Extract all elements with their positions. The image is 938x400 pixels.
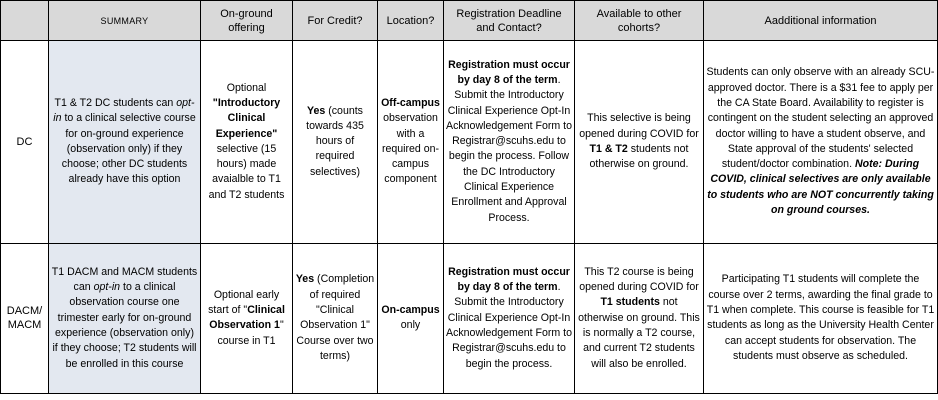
on-ground-cell (201, 41, 293, 244)
on-ground-cell (201, 243, 293, 393)
header-row (1, 1, 938, 41)
available-text: This T2 course is being opened during COVID for (579, 265, 699, 294)
on-ground-text: Optional (226, 81, 267, 94)
additional-cell (704, 41, 938, 244)
header-summary: SUMMARY (49, 1, 201, 41)
header-available: Available to other cohorts? (575, 1, 704, 41)
summary-cell (49, 41, 201, 244)
row-label: DACM/ MACM (1, 243, 49, 393)
registration-cell (444, 41, 575, 244)
additional-cell (704, 243, 938, 393)
registration-deadline: Registration must occur by day 8 of the term (448, 265, 570, 294)
summary-text: to a clinical observation course one trimester early for on-ground experience (observation only) if they choose; T2 students will be enrolled in this course (52, 281, 197, 370)
table-row-dacm-macm (1, 243, 938, 393)
available-text: not otherwise on ground. This is normally a T2 course, and current T2 students will also be enrolled. (578, 296, 700, 370)
credit-answer: Yes (295, 273, 315, 286)
credit-detail: (Completion of required "Clinical Observation 1" Course over two terms) (296, 273, 375, 362)
course-name: "Introductory Clinical Experience" (212, 96, 281, 140)
header-blank (1, 1, 49, 41)
location-answer: On-campus (381, 304, 440, 316)
on-ground-text: Optional early start of " (208, 288, 280, 316)
header-location: Location? (378, 1, 444, 41)
additional-text: Students can only observe with an already SCU-approved doctor. There is a $31 fee to apply per the CA State Board. Availability to register is contingent on the student selecting an approved doctor willing to have a student observe, and State approval of the students' selected student/doctor combination. (706, 66, 935, 171)
registration-cell (444, 243, 575, 393)
summary-text: T1 DACM and MACM students can (51, 265, 198, 294)
opt-in-text: opt-in (53, 96, 195, 125)
additional-text: Participating T1 students will complete the course over 2 terms, awarding the final grade to T1 when complete. This course is feasible for T1 students as long as the University Health Center can accept students for observation. The students must observe as scheduled. (706, 273, 935, 362)
available-cell (575, 41, 704, 244)
location-answer: Off-campus (381, 96, 440, 109)
on-ground-text: " course in T1 (217, 319, 284, 347)
summary-text: T1 & T2 DC students can (54, 96, 177, 109)
registration-deadline: Registration must occur by day 8 of the term (448, 58, 570, 86)
covid-note: Note: During COVID, clinical selectives are only available to students who are NOT concurrently taking on ground courses. (707, 158, 934, 217)
summary-text: to a clinical selective course for on-ground experience (observation only) if they choose; other DC students already have this option (61, 112, 196, 186)
available-text: students not otherwise on ground. (589, 142, 689, 171)
location-cell (378, 41, 444, 244)
available-cell (575, 243, 704, 393)
summary-cell (49, 243, 201, 393)
registration-detail: . Submit the Introductory Clinical Experience Opt-In Acknowledgement Form to Registrar@scuhs.edu to begin the process. (446, 281, 573, 370)
cohort-name: T1 & T2 (589, 142, 628, 155)
header-on-ground: On-ground offering (201, 1, 293, 41)
available-text: This selective is being opened during COVID for (579, 112, 699, 140)
row-label: DC (1, 41, 49, 244)
header-registration: Registration Deadline and Contact? (444, 1, 575, 41)
registration-detail: . Submit the Introductory Clinical Experience Opt-In Acknowledgement Form to Registrar@scuhs.edu to begin the process. Follow the DC Introductory Clinical Experience Enrollment and Approval Process. (446, 74, 573, 224)
location-detail: only (400, 319, 421, 332)
for-credit-cell (293, 243, 378, 393)
location-cell (378, 243, 444, 393)
for-credit-cell (293, 41, 378, 244)
credit-answer: Yes (307, 104, 326, 117)
header-for-credit: For Credit? (293, 1, 378, 41)
cohort-name: T1 students (600, 296, 660, 309)
table-row-dc (1, 41, 938, 244)
on-ground-text: selective (15 hours) made avaialble to T1 and T2 students (208, 142, 285, 201)
opt-in-text: opt-in (93, 281, 121, 294)
course-name: Clinical Observation 1 (209, 304, 285, 332)
header-additional: Aadditional information (704, 1, 938, 41)
credit-detail: (counts towards 435 hours of required selectives) (306, 104, 364, 178)
location-detail: observation with a required on-campus component (381, 112, 440, 186)
